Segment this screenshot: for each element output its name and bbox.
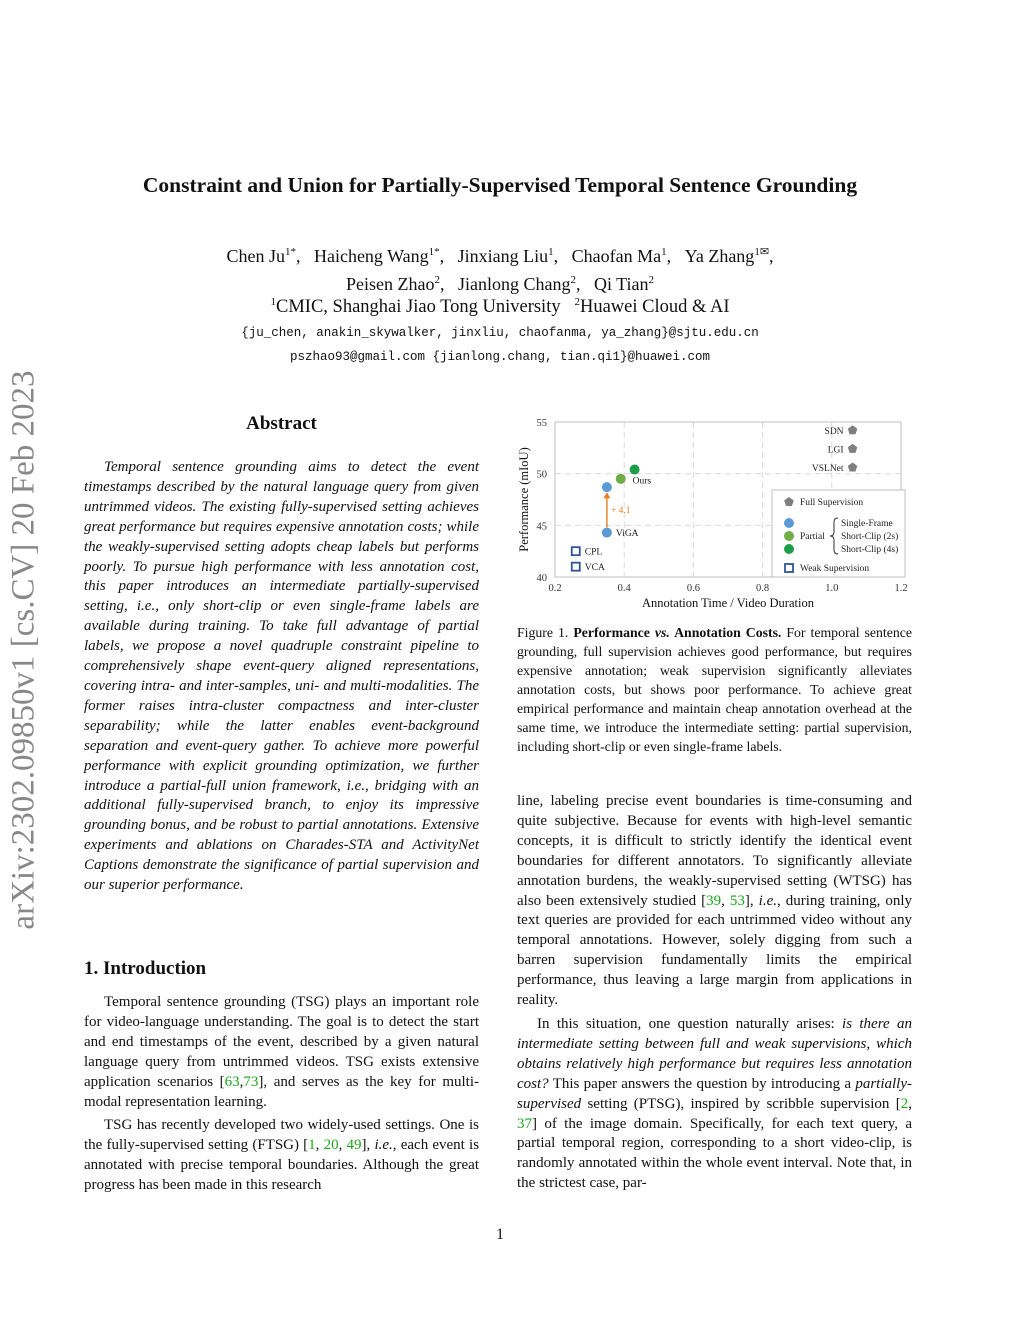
author-name: Chaofan Ma	[571, 246, 662, 266]
figure-caption-text: For temporal sentence grounding, full supervision achieves good performance, but requires expensive annotation; weak supervision significantly alleviates annotation costs, but shows poor performance. To achieve great empirical performance and maintain cheap annotation overhead at the same time, we introduce the intermediate setting: partial supervision, including short-clip or even single-frame labels.	[517, 625, 912, 754]
email-line-2: pszhao93@gmail.com {jianlong.chang, tian.qi1}@huawei.com	[289, 350, 711, 364]
citation-link[interactable]: 37	[517, 1115, 532, 1132]
point-label: VSLNet	[811, 463, 844, 474]
x-tick-label: 1.2	[894, 583, 908, 594]
text-run: ,	[908, 1095, 912, 1112]
citation-link[interactable]: 53	[729, 892, 745, 909]
legend-short-clip-4s-marker	[784, 544, 794, 554]
paper-title: Constraint and Union for Partially-Supervised Temporal Sentence Grounding	[142, 173, 858, 197]
text-run: partially-supervised	[517, 1075, 912, 1112]
legend-single-frame-label: Single-Frame	[841, 519, 893, 529]
author-affiliation-mark: 2	[570, 274, 576, 286]
affiliation-text: CMIC, Shanghai Jiao Tong University	[276, 297, 561, 318]
author-line-1: Chen $Ju^{1*}$, Haicheng Wang$^{1*}$, Jinxiang Liu$^1$, Chaofan Ma$^1$, Ya Zhang$^{1✉}$,	[226, 246, 774, 266]
text-run: line, labeling precise event boundaries is time-consuming and quite subjective. Because for events with high-level semantic concepts, it is difficult to strictly identify the identical event boundaries for different annotators. To significantly alleviate annotation burdens, the weakly-supervised setting (WTSG) has also been extensively studied [	[517, 793, 912, 909]
x-axis-label: Annotation Time / Video Duration	[642, 596, 814, 610]
author-name: Jinxiang Liu	[457, 246, 549, 266]
point-sdn	[848, 425, 858, 434]
text-run: , each event is annotated with precise temporal boundaries. Although the great progress has been made in this research	[84, 1137, 480, 1194]
author-affiliation-mark: 1✉	[754, 246, 770, 258]
affiliation-mark: 1	[270, 296, 276, 308]
legend-short-clip-4s-label: Short-Clip (4s)	[841, 545, 899, 555]
abstract-text: Temporal sentence grounding aims to detect the event timestamps described by the natural language query from given untrimmed videos. The existing fully-supervised setting achieves great performance but requires expensive annotation costs; while the weakly-supervised setting adopts cheap labels but performs poorly. To pursue high performance with less annotation cost, this paper introduces an intermediate partially-supervised setting, i.e., only short-clip or even single-frame labels are available during training. To take full advantage of partial labels, we propose a novel quadruple constraint pipeline to comprehensively shape event-query aligned representations, covering intra- and inter-samples, uni- and multi-modalities. The former raises intra-cluster compactness and inter-cluster separability; while the latter enables event-background separation and event-query gather. To achieve more powerful performance with explicit grounding optimization, we further introduce a partial-full union framework, i.e., bridging with an additional fully-supervised branch, to enjoy its impressive grounding bonus, and be robust to partial annotations. Extensive experiments and ablations on Charades-STA and ActivityNet Captions demonstrate the significance of partial supervision and our superior performance.	[84, 459, 479, 894]
point-label: LGI	[827, 445, 844, 456]
point-single-frame	[602, 482, 612, 492]
text-run: ] of the image domain. Specifically, for each text query, a partial temporal region, corresponding to a short video-clip, is randomly annotated within the whole event interval. Note that, in the strictest case, par-	[517, 1115, 912, 1192]
text-run: ],	[744, 892, 759, 909]
legend-full-label: Full Supervision	[800, 498, 864, 508]
author-name: Haicheng Wang	[313, 246, 429, 266]
intro-right-column	[517, 792, 912, 1194]
text-run: i.e.	[758, 892, 777, 909]
point-short-clip-2s	[616, 474, 626, 484]
legend-single-frame-marker	[784, 518, 794, 528]
text-run: ,	[315, 1137, 324, 1154]
abstract-heading: Abstract	[246, 413, 317, 434]
y-tick-label: 55	[536, 418, 547, 429]
text-run: In this situation, one question naturally arises:	[537, 1015, 843, 1032]
text-run: This paper answers the question by introducing a	[548, 1075, 856, 1092]
citation-link[interactable]: 63	[224, 1073, 240, 1090]
text-run: i.e.	[374, 1137, 393, 1154]
legend-weak-marker	[785, 564, 793, 572]
author-name: Chen Ju	[226, 246, 285, 266]
intro-paragraph-2	[84, 1116, 479, 1196]
author-name: Peisen Zhao	[345, 274, 435, 294]
point-vslnet	[848, 463, 858, 472]
text-run: ],	[361, 1137, 375, 1154]
figure-1-chart	[510, 410, 910, 615]
figure-label: Figure 1.	[517, 625, 569, 640]
x-tick-label: 0.8	[756, 583, 770, 594]
y-tick-label: 50	[536, 469, 547, 481]
author-affiliation-mark: 1*	[284, 246, 296, 258]
point-viga	[602, 528, 612, 538]
point-label: CPL	[584, 547, 603, 558]
point-label: VCA	[584, 563, 605, 574]
author-affiliation-mark: 1	[661, 246, 667, 258]
text-run: , during training, only text queries are provided for each untrimmed video without any temporal annotations. However, solely digging from such a barren supervision fundamentally limits the empirical performance, thus leaving a large margin from applications in reality.	[517, 892, 913, 1009]
citation-link[interactable]: 73	[243, 1073, 259, 1090]
author-affiliation-mark: 2	[648, 274, 654, 286]
citation-link[interactable]: 1	[308, 1137, 316, 1154]
arxiv-side-stamp: arXiv:2302.09850v1 [cs.CV] 20 Feb 2023	[5, 370, 42, 930]
legend-short-clip-2s-label: Short-Clip (2s)	[841, 532, 899, 542]
intro-paragraph-4	[517, 1015, 912, 1194]
x-tick-label: 0.4	[617, 583, 631, 594]
intro-paragraph-1	[84, 993, 479, 1112]
improvement-arrow-head	[603, 492, 610, 498]
y-axis-label: Performance (mIoU)	[517, 447, 531, 552]
affiliation-mark: 2	[574, 296, 580, 308]
email-line-1: {ju_chen, anakin_skywalker, jinxliu, chaofanma, ya_zhang}@sjtu.edu.cn	[241, 326, 759, 340]
affiliation-text: Huawei Cloud & AI	[579, 297, 730, 318]
text-run: Temporal sentence grounding (TSG) plays an important role for video-language understanding. The goal is to detect the start and end timestamps of the event, described by a given natural language query from untrimmed videos. TSG exists extensive application scenarios [	[84, 994, 479, 1090]
page-number: 1	[496, 1226, 504, 1243]
point-ours	[630, 465, 640, 475]
intro-paragraph-3	[517, 792, 912, 1011]
text-run: setting (PTSG), inspired by scribble supervision [	[581, 1095, 901, 1112]
author-name: Qi Tian	[593, 274, 649, 294]
author-list	[0, 240, 1000, 296]
figure-caption-title: Performance vs. Annotation Costs.	[573, 625, 782, 640]
legend-short-clip-2s-marker	[784, 531, 794, 541]
x-tick-label: 1.0	[825, 583, 839, 594]
point-cpl	[572, 547, 580, 555]
intro-left-column	[84, 993, 479, 1196]
improvement-label: + 4.1	[610, 505, 631, 516]
text-run: ], and serves as the key for multi-modal representation learning.	[84, 1073, 479, 1110]
legend-weak-label: Weak Supervision	[800, 564, 870, 574]
text-run: ,	[721, 892, 730, 909]
text-run: is there an intermediate setting between full and weak supervisions, which obtains relatively high performance but requires less annotation cost?	[517, 1015, 912, 1092]
caption-vs: vs.	[654, 625, 670, 640]
author-name: Jianlong Chang	[457, 274, 571, 294]
affiliations	[0, 296, 1000, 318]
figure-1-caption	[517, 623, 912, 756]
author-affiliation-mark: 2	[434, 274, 440, 286]
point-lgi	[848, 444, 858, 453]
text-run: ,	[239, 1073, 244, 1090]
author-name: Ya Zhang	[684, 246, 755, 266]
author-affiliation-mark: 1*	[428, 246, 440, 258]
x-tick-label: 0.6	[686, 583, 700, 594]
abstract-body	[84, 458, 479, 896]
point-label: Ours	[632, 476, 652, 487]
y-tick-label: 45	[536, 521, 547, 533]
point-vca	[572, 563, 580, 571]
text-run: ,	[338, 1137, 347, 1154]
chart-legend	[772, 490, 905, 577]
citation-link[interactable]: 39	[706, 892, 722, 909]
y-tick-label: 40	[536, 573, 547, 584]
intro-heading: 1. Introduction	[84, 958, 207, 979]
author-line-2: Peisen Zhao$^2$, Jianlong Chang$^2$, Qi Tian$^2$	[345, 274, 654, 294]
citation-link[interactable]: 2	[900, 1095, 909, 1112]
legend-partial-label: Partial	[800, 532, 825, 542]
point-label: SDN	[824, 426, 844, 437]
citation-link[interactable]: 20	[323, 1137, 339, 1154]
point-label: ViGA	[615, 529, 639, 540]
citation-link[interactable]: 49	[346, 1137, 362, 1154]
author-affiliation-mark: 1	[548, 246, 554, 258]
x-tick-label: 0.2	[548, 583, 562, 594]
text-run: TSG has recently developed two widely-used settings. One is the fully-supervised setting (FTSG) [	[84, 1117, 479, 1154]
